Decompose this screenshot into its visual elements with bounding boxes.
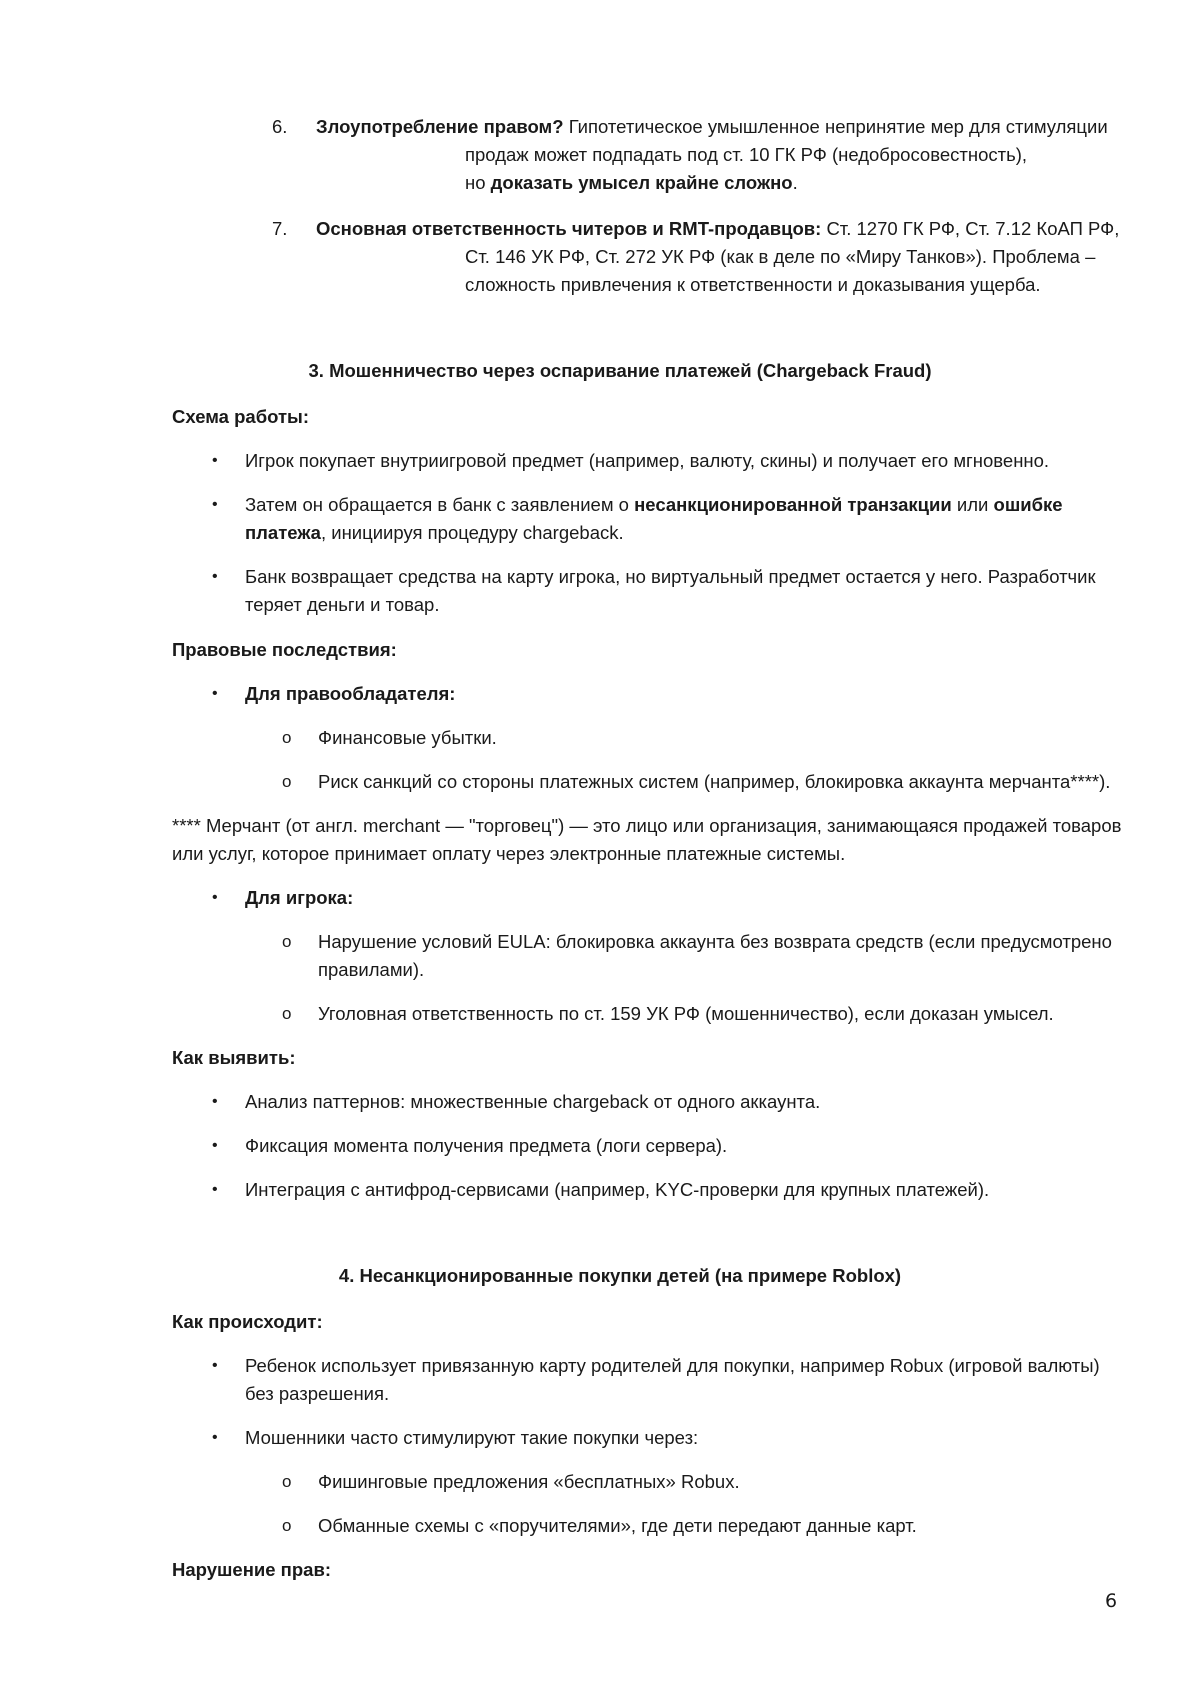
item7-line2: Ст. 146 УК РФ, Ст. 272 УК РФ (как в деле по «Миру Танков»). Проблема – <box>465 246 1096 267</box>
scheme-heading: Схема работы: <box>172 406 309 427</box>
scheme-bullet-2-line2 <box>245 519 624 547</box>
item6-title: Злоупотребление правом? <box>316 116 564 137</box>
scheme-b2-line2-bold: платежа <box>245 522 321 543</box>
detect-heading: Как выявить: <box>172 1047 296 1068</box>
how-sub-1: Фишинговые предложения «бесплатных» Robux. <box>318 1471 740 1492</box>
detect-bullet-1: Анализ паттернов: множественные chargeback от одного аккаунта. <box>245 1091 821 1112</box>
bullet-marker: • <box>212 496 218 513</box>
item6-line2: продаж может подпадать под ст. 10 ГК РФ (недобросовестность), <box>465 144 1028 165</box>
item6-line1 <box>316 113 1108 141</box>
section3-heading: 3. Мошенничество через оспаривание платежей (Chargeback Fraud) <box>308 360 932 381</box>
how-bullet-2: Мошенники часто стимулируют такие покупки через: <box>245 1427 699 1448</box>
bullet-marker: • <box>212 1181 218 1198</box>
section4-heading: 4. Несанкционированные покупки детей (на примере Roblox) <box>338 1265 902 1286</box>
player-heading: Для игрока: <box>245 887 354 908</box>
page-number: 6 <box>1105 1590 1118 1612</box>
bullet-marker: • <box>212 889 218 906</box>
item7-line1 <box>316 215 1119 243</box>
scheme-b2-pre: Затем он обращается в банк с заявлением о <box>245 494 629 515</box>
holder-sub-2: Риск санкций со стороны платежных систем (например, блокировка аккаунта мерчанта****). <box>318 771 1111 792</box>
bullet-marker: • <box>212 685 218 702</box>
sub-marker: o <box>282 932 292 951</box>
sub-marker: o <box>282 772 292 791</box>
scheme-b2-bold1: несанкционированной транзакции <box>634 494 952 515</box>
violation-heading: Нарушение прав: <box>172 1559 331 1580</box>
scheme-bullet-3-line2: теряет деньги и товар. <box>245 594 440 615</box>
how-sub-2: Обманные схемы с «поручителями», где дети передают данные карт. <box>318 1515 917 1536</box>
scheme-bullet-2-line1 <box>245 491 1063 519</box>
detect-bullet-3: Интеграция с антифрод-сервисами (например, KYC-проверки для крупных платежей). <box>245 1179 990 1200</box>
bullet-marker: • <box>212 1429 218 1446</box>
item7-text1: Ст. 1270 ГК РФ, Ст. 7.12 КоАП РФ, <box>826 218 1120 239</box>
item7-title: Основная ответственность читеров и RMT-продавцов: <box>316 218 822 239</box>
bullet-marker: • <box>212 452 218 469</box>
scheme-b2-mid: или <box>956 494 989 515</box>
scheme-b2-line2-rest: , инициируя процедуру chargeback. <box>320 522 624 543</box>
bullet-marker: • <box>212 1093 218 1110</box>
sub-marker: o <box>282 728 292 747</box>
detect-bullet-2: Фиксация момента получения предмета (логи сервера). <box>245 1135 728 1156</box>
bullet-marker: • <box>212 568 218 585</box>
how-bullet-1-line2: без разрешения. <box>245 1383 390 1404</box>
list-number-7: 7. <box>272 218 288 239</box>
footnote-line2: или услуг, которое принимает оплату через электронные платежные системы. <box>172 843 846 864</box>
scheme-bullet-3-line1: Банк возвращает средства на карту игрока, но виртуальный предмет остается у него. Разработчик <box>245 566 1096 587</box>
item6-line3-suffix: . <box>792 172 798 193</box>
item7-line3: сложность привлечения к ответственности и доказывания ущерба. <box>465 274 1041 295</box>
holder-heading: Для правообладателя: <box>245 683 456 704</box>
scheme-bullet-1: Игрок покупает внутриигровой предмет (например, валюту, скины) и получает его мгновенно. <box>245 450 1050 471</box>
holder-sub-1: Финансовые убытки. <box>318 727 497 748</box>
item6-line3 <box>465 169 798 197</box>
legal-heading: Правовые последствия: <box>172 639 397 660</box>
bullet-marker: • <box>212 1357 218 1374</box>
footnote-line1: **** Мерчант (от англ. merchant — "торговец") — это лицо или организация, занимающаяся продажей товаров <box>172 815 1122 836</box>
scheme-b2-bold2: ошибке <box>993 494 1063 515</box>
item6-line3-bold: доказать умысел крайне сложно <box>490 172 793 193</box>
bullet-marker: • <box>212 1137 218 1154</box>
sub-marker: o <box>282 1516 292 1535</box>
how-heading: Как происходит: <box>172 1311 323 1332</box>
player-sub-2: Уголовная ответственность по ст. 159 УК РФ (мошенничество), если доказан умысел. <box>318 1003 1054 1024</box>
how-bullet-1-line1: Ребенок использует привязанную карту родителей для покупки, например Robux (игровой валюты) <box>245 1355 1100 1376</box>
item6-text1: Гипотетическое умышленное непринятие мер для стимуляции <box>568 116 1108 137</box>
list-number-6: 6. <box>272 116 288 137</box>
sub-marker: o <box>282 1004 292 1023</box>
sub-marker: o <box>282 1472 292 1491</box>
item6-line3-prefix: но <box>465 172 486 193</box>
player-sub-1-line2: правилами). <box>318 959 425 980</box>
player-sub-1-line1: Нарушение условий EULA: блокировка аккаунта без возврата средств (если предусмотрено <box>318 931 1112 952</box>
